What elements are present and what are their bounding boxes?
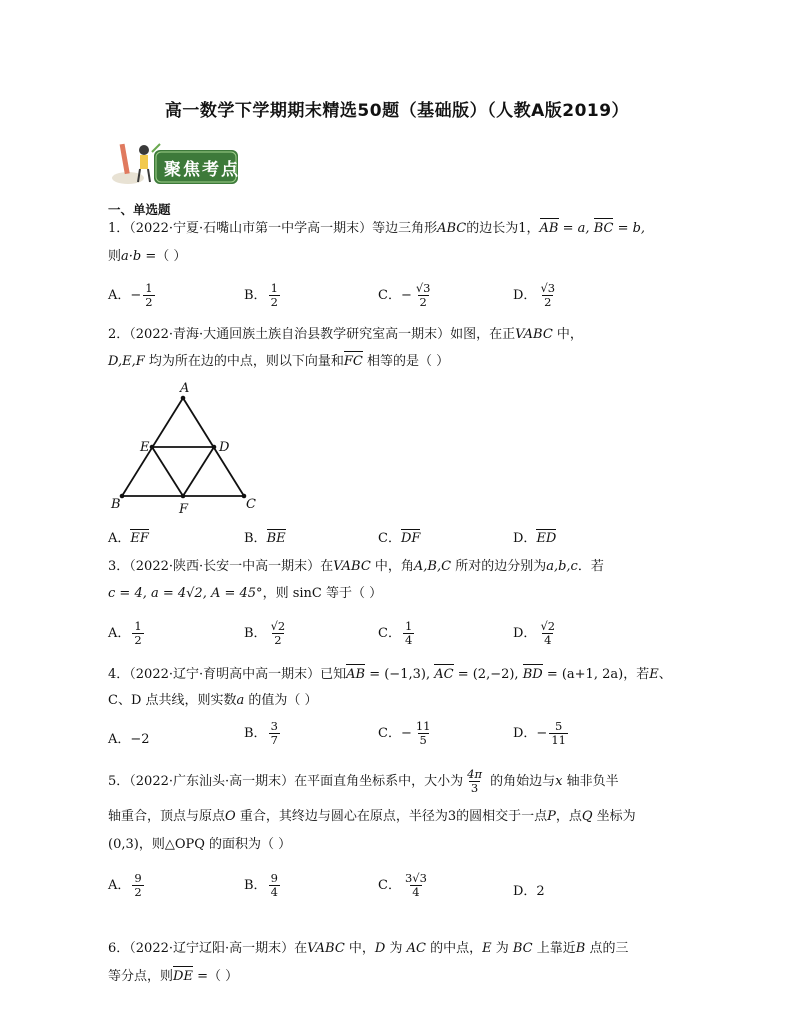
- question-4-option-d[interactable]: D．− $\frac{5}{11}$: [513, 719, 566, 747]
- triangle-figure: [108, 378, 258, 518]
- question-4-option-b[interactable]: B． $\frac{3}{7}$: [244, 719, 278, 747]
- question-4-line-1: 4．（2022·辽宁·育明高中高一期末）已知AB = (−1,3), AC = (2,−2), BD = (a+1, 2a)，若E、: [108, 667, 672, 682]
- section-heading: 一、单选题: [108, 202, 171, 217]
- question-3-option-c[interactable]: C． $\frac{1}{4}$: [378, 619, 413, 647]
- question-3-option-d[interactable]: D． $\frac{√2}{4}$: [513, 619, 556, 647]
- question-6-line-1: 6．（2022·辽宁辽阳·高一期末）在VABC 中，D 为 AC 的中点，E 为 BC 上靠近B 点的三: [108, 941, 629, 956]
- question-2-option-d[interactable]: D．ED: [513, 531, 557, 546]
- label-c: C: [246, 497, 256, 512]
- label-e: E: [140, 440, 150, 455]
- question-3-line-2: c = 4, a = 4√2, A = 45°，则 sinC 等于（ ）: [108, 586, 383, 601]
- question-1-line-1: 1．（2022·宁夏·石嘴山市第一中学高一期末）等边三角形ABC的边长为1，AB = a, BC = b,: [108, 221, 646, 236]
- question-5-line-1: 5．（2022·广东汕头·高一期末）在平面直角坐标系中，大小为 $\frac{4\pi}{3}$ 的角始边与x 轴非负半: [108, 767, 619, 795]
- question-5-line-3: (0,3)，则△OPQ 的面积为（ ）: [108, 837, 292, 852]
- question-2-option-c[interactable]: C．DF: [378, 531, 421, 546]
- question-5-option-c[interactable]: C． $\frac{3√3}{4}$: [378, 871, 427, 899]
- question-4-line-2: C、D 点共线，则实数a 的值为（ ）: [108, 693, 318, 708]
- question-6-line-2: 等分点，则DE =（ ）: [108, 969, 239, 984]
- label-d: D: [219, 440, 230, 455]
- question-2-option-b[interactable]: B．BE: [244, 531, 286, 546]
- question-2-option-a[interactable]: A．EF: [108, 531, 149, 546]
- label-f: F: [179, 502, 189, 517]
- question-3-line-1: 3．（2022·陕西·长安一中高一期末）在VABC 中，角A,B,C 所对的边分别为a,b,c．若: [108, 559, 604, 574]
- label-a: A: [180, 381, 190, 396]
- question-5-option-a[interactable]: A． $\frac{9}{2}$: [108, 871, 142, 899]
- label-b: B: [111, 497, 121, 512]
- page-title: 高一数学下学期期末精选50题（基础版）（人教A版2019）: [164, 101, 630, 121]
- question-2-line-1: 2．（2022·青海·大通回族土族自治县教学研究室高一期末）如图，在正VABC 中，: [108, 327, 583, 342]
- question-5-option-d[interactable]: D．2: [513, 884, 545, 899]
- question-2-line-2: D,E,F 均为所在边的中点，则以下向量和FC 相等的是（ ）: [108, 354, 450, 369]
- question-4-option-c[interactable]: C．− $\frac{11}{5}$: [378, 719, 431, 747]
- question-5-option-b[interactable]: B． $\frac{9}{4}$: [244, 871, 278, 899]
- badge-label: 聚焦考点: [164, 160, 240, 180]
- question-4-option-a[interactable]: A．−2: [108, 732, 150, 747]
- question-1-option-d[interactable]: D． $\frac{√3}{2}$: [513, 281, 556, 309]
- focus-badge: [108, 138, 238, 188]
- question-3-option-b[interactable]: B． $\frac{√2}{2}$: [244, 619, 286, 647]
- question-1-line-2: 则a·b =（ ）: [108, 249, 187, 264]
- question-1-option-b[interactable]: B． $\frac{1}{2}$: [244, 281, 278, 309]
- question-3-option-a[interactable]: A． $\frac{1}{2}$: [108, 619, 142, 647]
- question-1-option-c[interactable]: C．− $\frac{√3}{2}$: [378, 281, 431, 309]
- question-1-option-a[interactable]: A．− $\frac{1}{2}$: [108, 281, 153, 309]
- question-5-line-2: 轴重合，顶点与原点O 重合，其终边与圆心在原点，半径为3的圆相交于一点P，点Q 坐标为: [108, 809, 636, 824]
